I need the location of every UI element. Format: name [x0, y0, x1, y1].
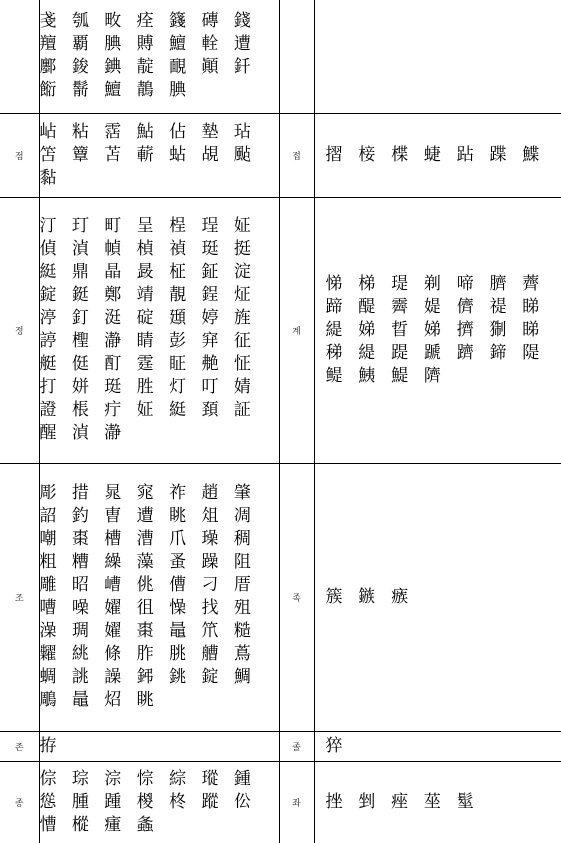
hanja-char: 婷 [201, 308, 219, 328]
hanja-char: 詔 [39, 506, 57, 526]
hanja-char: 渟 [39, 308, 57, 328]
hanja-char: 鰈 [522, 144, 540, 165]
hanja-char: 蛅 [169, 144, 187, 165]
hanja-char: 彫 [39, 483, 57, 503]
hanja-char: 糙 [233, 621, 251, 641]
hanja-char: 傮 [169, 575, 187, 595]
hanja-char: 姃 [136, 400, 154, 420]
hanja-char: 蹤 [201, 791, 219, 812]
hanja-char: 璪 [201, 529, 219, 549]
hanja-char: 覇 [71, 34, 89, 55]
hanja-char: 諪 [39, 331, 57, 351]
hanja-char: 昭 [71, 575, 89, 595]
hanja-char: 戔 [39, 11, 57, 32]
hanja-char: 瘯 [391, 586, 409, 607]
hanja-char: 錠 [201, 667, 219, 687]
hanja-char: 黏 [39, 167, 57, 188]
hanja-char: 蹀 [489, 144, 507, 165]
hanja-char: 胜 [136, 377, 154, 397]
hanja-char: 稠 [233, 529, 251, 549]
hanja-char: 旌 [233, 308, 251, 328]
row-key-left [0, 0, 39, 113]
row-key-right: 좌 [279, 761, 314, 843]
hanja-char: 鄭 [104, 285, 122, 305]
hanja-char: 炤 [104, 690, 122, 710]
hanja-char: 殂 [233, 598, 251, 618]
hanja-char: 糶 [39, 644, 57, 664]
hanja-char: 睇 [522, 319, 540, 340]
hanja-char: 珽 [201, 239, 219, 259]
hanja-char: 鱣 [104, 80, 122, 101]
hanja-char: 錪 [104, 57, 122, 78]
char-grid [40, 121, 279, 190]
row-chars-left [39, 0, 279, 113]
hanja-char: 岾 [39, 121, 57, 142]
hanja-char: 鱣 [169, 34, 187, 55]
hanja-char: 頚 [201, 400, 219, 420]
row-key-left: 점 [0, 113, 39, 197]
hanja-char: 霽 [391, 296, 409, 317]
hanja-char: 賻 [136, 34, 154, 55]
char-grid [40, 215, 279, 445]
hanja-char: 嶆 [104, 575, 122, 595]
hanja-char: 譟 [104, 667, 122, 687]
hanja-char: 碇 [136, 308, 154, 328]
hanja-char: 楨 [136, 239, 154, 259]
hanja-char: 餰 [39, 80, 57, 101]
hanja-char: 踵 [104, 791, 122, 812]
row-chars-left [39, 761, 279, 843]
hanja-char: 腆 [169, 80, 187, 101]
hanja-char: 穽 [201, 331, 219, 351]
hanja-char: 醒 [39, 423, 57, 443]
hanja-char: 鯷 [391, 365, 409, 386]
hanja-char: 綜 [169, 768, 187, 789]
hanja-char: 瑽 [201, 768, 219, 789]
hanja-char: 蹏 [423, 342, 441, 363]
hanja-char: 輇 [201, 34, 219, 55]
hanja-char: 蔪 [136, 144, 154, 165]
hanja-char: 汀 [39, 216, 57, 236]
row-chars-left [39, 113, 279, 197]
hanja-char: 眐 [169, 354, 187, 374]
hanja-char: 證 [39, 400, 57, 420]
hanja-char: 鋥 [201, 285, 219, 305]
hanja-char: 挺 [233, 239, 251, 259]
hanja-char: 梯 [358, 273, 376, 294]
hanja-char: 繰 [104, 552, 122, 572]
hanja-char: 艇 [39, 354, 57, 374]
hanja-char: 臍 [489, 273, 507, 294]
hanja-char: 槽 [104, 529, 122, 549]
hanja-char: 絩 [71, 644, 89, 664]
hanja-char: 瀞 [104, 423, 122, 443]
hanja-char: 鉦 [201, 262, 219, 282]
hanja-char: 嬥 [104, 598, 122, 618]
hanja-char: 涏 [104, 308, 122, 328]
char-grid [326, 735, 561, 758]
row-key-right: 족 [279, 463, 314, 731]
hanja-char: 儕 [456, 296, 474, 317]
hanja-char: 遭 [136, 506, 154, 526]
hanja-char: 錠 [39, 285, 57, 305]
hanja-char: 胙 [136, 644, 154, 664]
hanja-char: 蔦 [233, 644, 251, 664]
hanja-char: 薺 [522, 273, 540, 294]
hanja-char: 螽 [136, 814, 154, 835]
hanja-char: 祚 [169, 483, 187, 503]
row-chars-left [39, 731, 279, 761]
hanja-char: 顚 [201, 57, 219, 78]
hanja-char: 鶄 [136, 80, 154, 101]
hanja-char: 剉 [358, 791, 376, 812]
row-key-right: 졸 [279, 731, 314, 761]
hanja-char: 凋 [233, 506, 251, 526]
char-grid [326, 144, 561, 167]
hanja-char: 呈 [136, 216, 154, 236]
hanja-char: 頲 [169, 308, 187, 328]
hanja-char: 灯 [169, 377, 187, 397]
hanja-char: 澡 [39, 621, 57, 641]
hanja-char: 隮 [423, 365, 441, 386]
row-chars-right [314, 197, 561, 463]
hanja-char: 遭 [233, 34, 251, 55]
hanja-char: 征 [233, 331, 251, 351]
hanja-char: 叮 [201, 377, 219, 397]
char-grid [40, 768, 279, 837]
hanja-char: 娣 [358, 319, 376, 340]
hanja-char: 晁 [104, 483, 122, 503]
hanja-char: 苫 [104, 144, 122, 165]
hanja-char: 悰 [136, 768, 154, 789]
hanja-char: 霆 [136, 354, 154, 374]
hanja-char: 淙 [104, 768, 122, 789]
row-key-right: 접 [279, 113, 314, 197]
hanja-char: 棗 [136, 621, 154, 641]
hanja-char: 棖 [71, 400, 89, 420]
hanja-char: 幀 [104, 239, 122, 259]
hanja-char: 痤 [391, 791, 409, 812]
hanja-char: 腆 [104, 34, 122, 55]
hanja-char: 刁 [201, 575, 219, 595]
hanja-char: 晢 [391, 319, 409, 340]
hanja-char: 鼂 [169, 621, 187, 641]
hanja-char: 檉 [71, 331, 89, 351]
table-row [0, 761, 561, 843]
hanja-char: 拵 [39, 735, 57, 756]
row-key-left: 존 [0, 731, 39, 761]
char-grid [326, 273, 561, 388]
hanja-char: 醍 [358, 296, 376, 317]
hanja-char: 鍗 [489, 342, 507, 363]
hanja-char: 睛 [136, 331, 154, 351]
hanja-char: 肇 [233, 483, 251, 503]
hanja-char: 綎 [39, 262, 57, 282]
hanja-char: 桯 [169, 216, 187, 236]
hanja-char: 藻 [136, 552, 154, 572]
hanja-char: 樅 [71, 814, 89, 835]
hanja-char: 嘈 [39, 598, 57, 618]
hanja-char: 瀞 [104, 331, 122, 351]
hanja-char: 鵰 [39, 690, 57, 710]
hanja-char: 鄽 [39, 57, 57, 78]
hanja-char: 悌 [325, 273, 343, 294]
row-key-right [279, 0, 314, 113]
hanja-char: 簟 [71, 144, 89, 165]
row-key-right: 계 [279, 197, 314, 463]
hanja-char: 侹 [71, 354, 89, 374]
hanja-char: 緹 [358, 342, 376, 363]
hanja-char: 柾 [169, 262, 187, 282]
hanja-char: 條 [104, 644, 122, 664]
hanja-char: 噪 [71, 598, 89, 618]
hanja-char: 倧 [39, 768, 57, 789]
hanja-char: 眺 [169, 506, 187, 526]
hanja-char: 磚 [201, 11, 219, 32]
table-row [0, 197, 561, 463]
hanja-char: 猘 [489, 319, 507, 340]
hanja-char: 簇 [325, 586, 343, 607]
table-row [0, 113, 561, 197]
hanja-char: 睇 [522, 296, 540, 317]
row-chars-right [314, 761, 561, 843]
hanja-char: 厝 [233, 575, 251, 595]
hanja-char: 緹 [325, 319, 343, 340]
row-chars-right [314, 731, 561, 761]
hanja-char: 釣 [71, 506, 89, 526]
hanja-char: 鈟 [136, 667, 154, 687]
hanja-char: 蹄 [325, 296, 343, 317]
hanja-char: 羶 [39, 34, 57, 55]
hanja-char: 朓 [169, 644, 187, 664]
hanja-char: 楪 [391, 144, 409, 165]
table-row [0, 731, 561, 761]
row-chars-right [314, 0, 561, 113]
hanja-char: 禔 [489, 296, 507, 317]
hanja-char: 鋑 [71, 57, 89, 78]
hanja-char: 琱 [71, 621, 89, 641]
hanja-char: 鼎 [71, 262, 89, 282]
hanja-char: 鍾 [233, 768, 251, 789]
hanja-char: 怔 [233, 354, 251, 374]
hanja-char: 糟 [71, 552, 89, 572]
hanja-char: 禎 [169, 239, 187, 259]
hanja-char: 霑 [104, 121, 122, 142]
hanja-char: 晶 [104, 262, 122, 282]
hanja-char: 瑅 [391, 273, 409, 294]
hanja-char: 銚 [169, 667, 187, 687]
hanja-char: 靖 [136, 285, 154, 305]
hanja-char: 鯛 [233, 667, 251, 687]
hanja-char: 踶 [391, 342, 409, 363]
hanja-char: 窕 [136, 483, 154, 503]
char-grid [40, 482, 279, 712]
row-key-left: 정 [0, 197, 39, 463]
hanja-char: 曺 [104, 506, 122, 526]
hanja-char: 蜨 [423, 144, 441, 165]
table-row [0, 0, 561, 113]
hanja-char: 疔 [104, 400, 122, 420]
char-grid [40, 735, 279, 758]
hanja-char: 稊 [325, 342, 343, 363]
hanja-char: 嘲 [39, 529, 57, 549]
row-chars-left [39, 197, 279, 463]
hanja-char: 晸 [136, 262, 154, 282]
hanja-char: 趙 [201, 483, 219, 503]
hanja-char: 釺 [233, 57, 251, 78]
hanja-char: 徂 [136, 598, 154, 618]
hanja-char: 俎 [201, 506, 219, 526]
hanja-char: 艚 [201, 644, 219, 664]
table-row [0, 463, 561, 731]
hanja-char: 娣 [423, 319, 441, 340]
hanja-char: 椶 [136, 791, 154, 812]
hanja-char: 笊 [201, 621, 219, 641]
hanja-char: 鳀 [325, 365, 343, 386]
hanja-char: 摺 [325, 144, 343, 165]
hanja-char: 偵 [39, 239, 57, 259]
hanja-char: 雕 [39, 575, 57, 595]
hanja-char: 措 [71, 483, 89, 503]
hanja-char: 躋 [456, 342, 474, 363]
hanja-char: 慫 [39, 791, 57, 812]
hanja-char: 町 [104, 216, 122, 236]
hanja-char: 佻 [136, 575, 154, 595]
hanja-char: 玎 [71, 216, 89, 236]
hanja-char: 姘 [71, 377, 89, 397]
hanja-char: 鬋 [71, 80, 89, 101]
hanja-char: 伀 [233, 791, 251, 812]
hanja-char: 嬥 [104, 621, 122, 641]
hanja-char: 珽 [104, 377, 122, 397]
row-key-left: 종 [0, 761, 39, 843]
hanja-char: 墊 [201, 121, 219, 142]
hanja-char: 畋 [104, 11, 122, 32]
hanja-char: 炡 [233, 285, 251, 305]
hanja-char: 剃 [423, 273, 441, 294]
hanja-char: 玷 [233, 121, 251, 142]
hanja-char: 漕 [136, 529, 154, 549]
hanja-char: 姃 [233, 216, 251, 236]
hanja-char: 鮎 [136, 121, 154, 142]
hanja-char: 艴 [201, 354, 219, 374]
hanja-char: 痊 [136, 11, 154, 32]
hanja-char: 酊 [104, 354, 122, 374]
hanja-char: 靛 [136, 57, 154, 78]
hanja-char: 鋌 [71, 285, 89, 305]
row-chars-left [39, 463, 279, 731]
hanja-char: 鮧 [358, 365, 376, 386]
hanja-char: 跕 [456, 144, 474, 165]
hanja-char: 靚 [169, 285, 187, 305]
hanja-char: 颭 [233, 144, 251, 165]
hanja-char: 阻 [233, 552, 251, 572]
hanja-char: 淀 [233, 262, 251, 282]
hanja-char: 婧 [233, 377, 251, 397]
hanja-char: 找 [201, 598, 219, 618]
hanja-char: 擠 [456, 319, 474, 340]
hanja-char: 靦 [169, 57, 187, 78]
hanja-char: 腫 [71, 791, 89, 812]
hanja-char: 眺 [136, 690, 154, 710]
hanja-char: 綎 [169, 400, 187, 420]
hanja-char: 棗 [71, 529, 89, 549]
row-key-left: 조 [0, 463, 39, 731]
hanja-char: 釘 [71, 308, 89, 328]
char-grid [326, 586, 561, 609]
hanja-char: 湞 [71, 239, 89, 259]
hanja-char: 粘 [71, 121, 89, 142]
hanja-char: 証 [233, 400, 251, 420]
hanja-char: 彭 [169, 331, 187, 351]
hanja-char: 媞 [423, 296, 441, 317]
hanja-char: 挫 [325, 791, 343, 812]
char-grid [40, 10, 279, 102]
hanja-char: 打 [39, 377, 57, 397]
hanja-char: 湞 [71, 423, 89, 443]
hanja-char: 笘 [39, 144, 57, 165]
row-chars-right [314, 463, 561, 731]
hanja-char: 啼 [456, 273, 474, 294]
hanja-char: 隄 [522, 342, 540, 363]
hanja-char: 瘇 [104, 814, 122, 835]
hanja-char: 躁 [201, 552, 219, 572]
hanja-char: 猝 [325, 735, 343, 756]
hanja-char: 粗 [39, 552, 57, 572]
hanja-char: 慒 [39, 814, 57, 835]
hanja-char: 髽 [456, 791, 474, 812]
hanja-char: 鼂 [71, 690, 89, 710]
hanja-char: 柊 [169, 791, 187, 812]
char-grid [326, 791, 561, 814]
hanja-char: 莝 [423, 791, 441, 812]
hanja-char: 懆 [169, 598, 187, 618]
hanja-char: 籛 [169, 11, 187, 32]
hanja-char: 鏃 [358, 586, 376, 607]
hanja-char: 蚤 [169, 552, 187, 572]
hanja-char: 佔 [169, 121, 187, 142]
hanja-char: 椄 [358, 144, 376, 165]
hanja-char: 錢 [233, 11, 251, 32]
hanja-char: 誂 [71, 667, 89, 687]
hanja-char: 覘 [201, 144, 219, 165]
hanja-char: 珵 [201, 216, 219, 236]
hanja-char: 蜩 [39, 667, 57, 687]
hanja-char: 琮 [71, 768, 89, 789]
hanja-char: 爪 [169, 529, 187, 549]
row-chars-right [314, 113, 561, 197]
hanja-char: 瓠 [71, 11, 89, 32]
